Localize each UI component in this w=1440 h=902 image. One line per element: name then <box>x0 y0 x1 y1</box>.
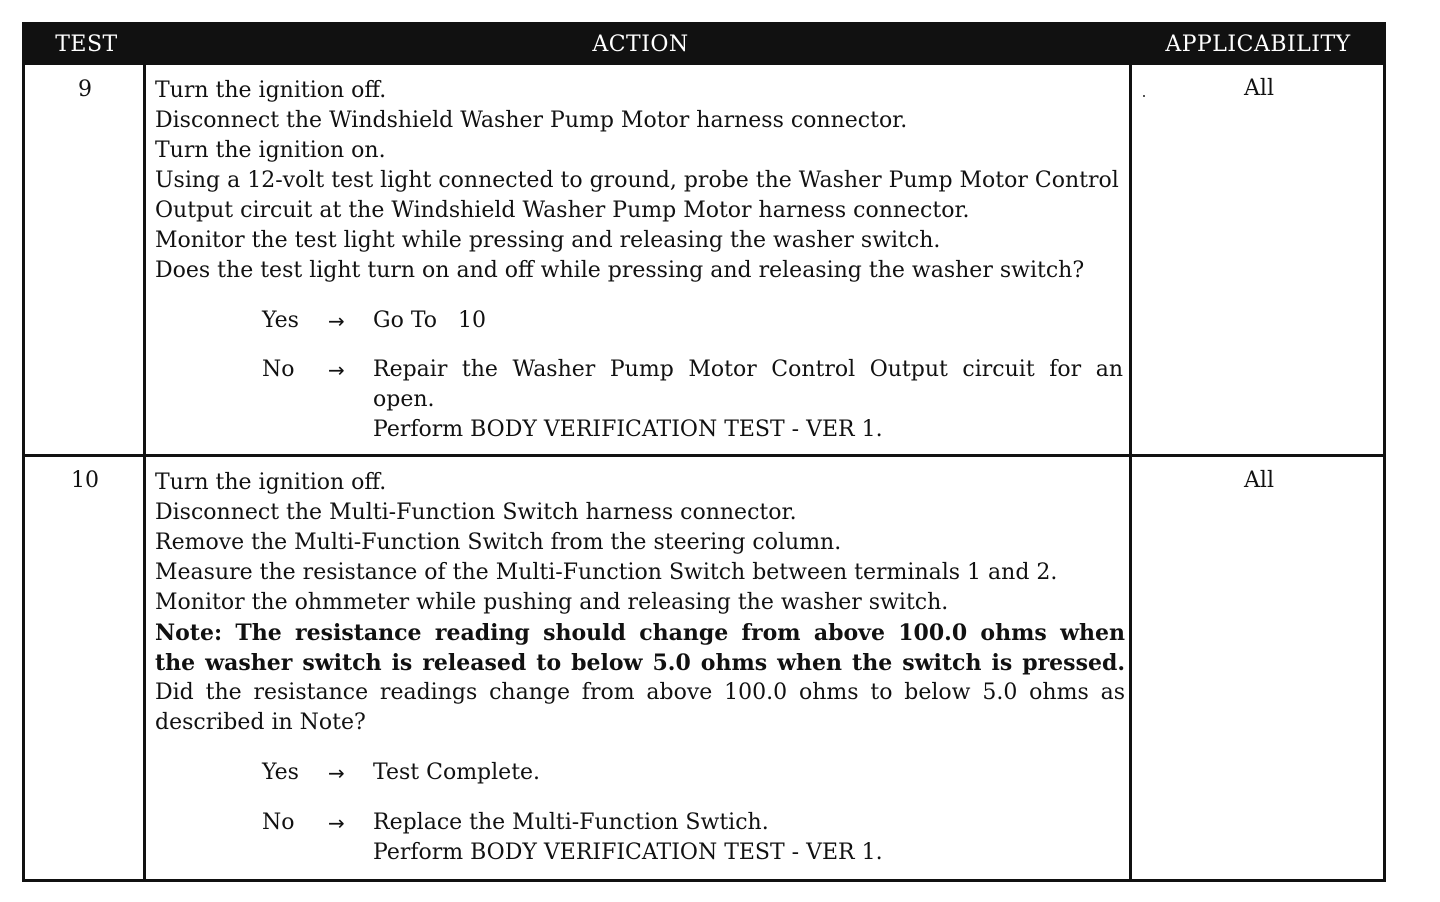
yes-label: Yes <box>262 308 299 333</box>
yes-label: Yes <box>262 760 299 785</box>
action-line: Turn the ignition on. <box>155 138 386 163</box>
arrow-icon: → <box>328 358 345 382</box>
action-line: Does the test light turn on and off while pressing and releasing the washer switch? <box>155 258 1085 283</box>
action-line: Measure the resistance of the Multi-Function Switch between terminals 1 and 2. <box>155 560 1058 585</box>
action-steps <box>155 468 1125 738</box>
header-test: TEST <box>55 32 118 57</box>
yes-outcome: Test Complete. <box>373 760 541 785</box>
action-line: Monitor the ohmmeter while pushing and releasing the washer switch. <box>155 590 949 615</box>
action-line: Output circuit at the Windshield Washer Pump Motor harness connector. <box>155 198 970 223</box>
no-outcome-line: open. <box>373 387 435 412</box>
test-number: 9 <box>78 77 92 102</box>
no-label: No <box>262 810 295 835</box>
applicability-value: All <box>1244 76 1274 101</box>
arrow-icon: → <box>328 309 345 333</box>
note-line: Note: The resistance reading should change from above 100.0 ohms when <box>155 620 1125 646</box>
no-outcome-line: Perform BODY VERIFICATION TEST - VER 1. <box>373 417 883 442</box>
arrow-icon: → <box>328 761 345 785</box>
action-line: Disconnect the Multi-Function Switch harness connector. <box>155 500 797 525</box>
note-line: the washer switch is released to below 5.0 ohms when the switch is pressed. <box>155 650 1125 676</box>
yes-outcome: Go To 10 <box>373 308 486 333</box>
header-action: ACTION <box>592 32 689 57</box>
arrow-icon: → <box>328 811 345 835</box>
no-outcome-line: Replace the Multi-Function Swtich. <box>373 810 769 835</box>
action-line: Turn the ignition off. <box>155 78 387 103</box>
table-header <box>25 25 1383 65</box>
action-line: Using a 12-volt test light connected to ground, probe the Washer Pump Motor Control <box>155 168 1119 193</box>
no-outcome-line: Repair the Washer Pump Motor Control Output circuit for an <box>373 357 1123 382</box>
applicability-value: All <box>1244 468 1274 493</box>
no-label: No <box>262 357 295 382</box>
action-steps <box>155 76 1125 286</box>
action-line: Turn the ignition off. <box>155 470 387 495</box>
action-line: Monitor the test light while pressing and releasing the washer switch. <box>155 228 941 253</box>
row-divider <box>25 454 1383 457</box>
column-divider-right <box>1129 65 1132 879</box>
action-line: Disconnect the Windshield Washer Pump Motor harness connector. <box>155 108 908 133</box>
test-number: 10 <box>71 468 99 493</box>
header-applicability: APPLICABILITY <box>1165 32 1351 57</box>
action-line: Remove the Multi-Function Switch from the steering column. <box>155 530 842 555</box>
no-outcome-line: Perform BODY VERIFICATION TEST - VER 1. <box>373 840 883 865</box>
question-line: Did the resistance readings change from above 100.0 ohms to below 5.0 ohms as <box>155 680 1125 705</box>
question-line: described in Note? <box>155 710 366 735</box>
diagnostic-table <box>22 22 1386 882</box>
